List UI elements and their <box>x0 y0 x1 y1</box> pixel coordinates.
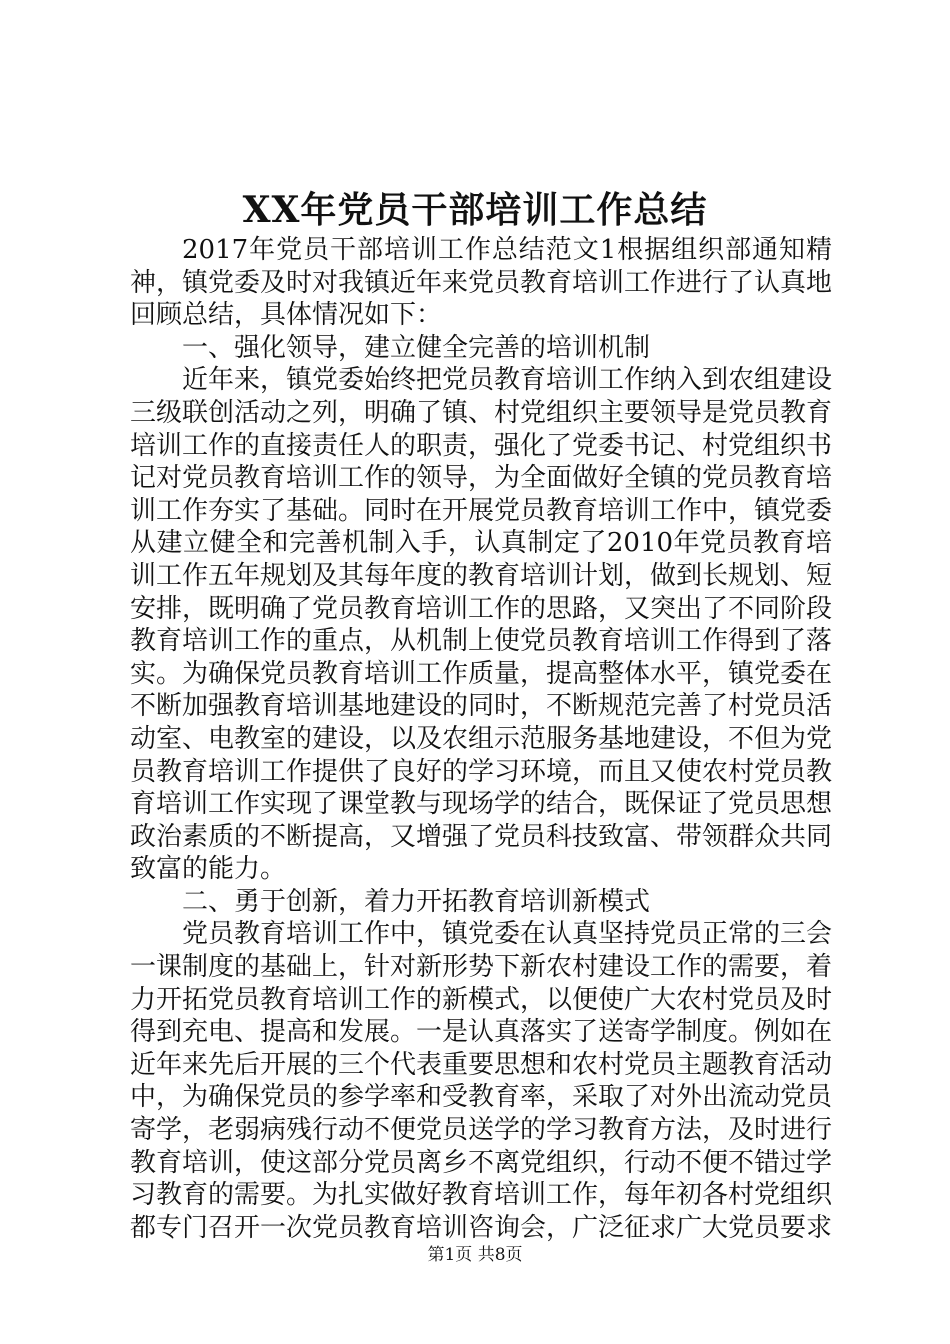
section-heading-1: 一、强化领导，建立健全完善的培训机制 <box>182 332 651 363</box>
document-body <box>130 234 832 1244</box>
section-1-paragraph: 近年来，镇党委始终把党员教育培训工作纳入到农组建设三级联创活动之列，明确了镇、村党组织主要领导是党员教育培训工作的直接责任人的职责，强化了党委书记、村党组织书记对党员教育培训工作的领导，为全面做好全镇的党员教育培训工作夯实了基础。同时在开展党员教育培训工作中，镇党委从建立健全和完善机制入手，认真制定了2010年党员教育培训工作五年规划及其每年度的教育培训计划，做到长规划、短安排，既明确了党员教育培训工作的思路，又突出了不同阶段教育培训工作的重点，从机制上使党员教育培训工作得到了落实。为确保党员教育培训工作质量，提高整体水平，镇党委在不断加强教育培训基地建设的同时，不断规范完善了村党员活动室、电教室的建设，以及农组示范服务基地建设，不但为党员教育培训工作提供了良好的学习环境，而且又使农村党员教育培训工作实现了课堂教与现场学的结合，既保证了党员思想政治素质的不断提高，又增强了党员科技致富、带领群众共同致富的能力。 <box>130 365 833 885</box>
intro-paragraph: 2017年党员干部培训工作总结范文1根据组织部通知精神，镇党委及时对我镇近年来党员教育培训工作进行了认真地回顾总结，具体情况如下： <box>130 235 833 331</box>
section-heading-2: 二、勇于创新，着力开拓教育培训新模式 <box>182 886 651 917</box>
document-title: XX年党员干部培训工作总结 <box>242 189 708 231</box>
section-2-paragraph: 党员教育培训工作中，镇党委在认真坚持党员正常的三会一课制度的基础上，针对新形势下新农村建设工作的需要，着力开拓党员教育培训工作的新模式，以便使广大农村党员及时得到充电、提高和发展。一是认真落实了送寄学制度。例如在近年来先后开展的三个代表重要思想和农村党员主题教育活动中，为确保党员的参学率和受教育率，采取了对外出流动党员寄学，老弱病残行动不便党员送学的学习教育方法，及时进行教育培训，使这部分党员离乡不离党组织，行动不便不错过学习教育的需要。为扎实做好教育培训工作，每年初各村党组织都专门召开一次党员教育培训咨询会，广泛征求广大党员要求 <box>130 919 833 1243</box>
page-footer: 第1页 共8页 <box>427 1245 523 1265</box>
